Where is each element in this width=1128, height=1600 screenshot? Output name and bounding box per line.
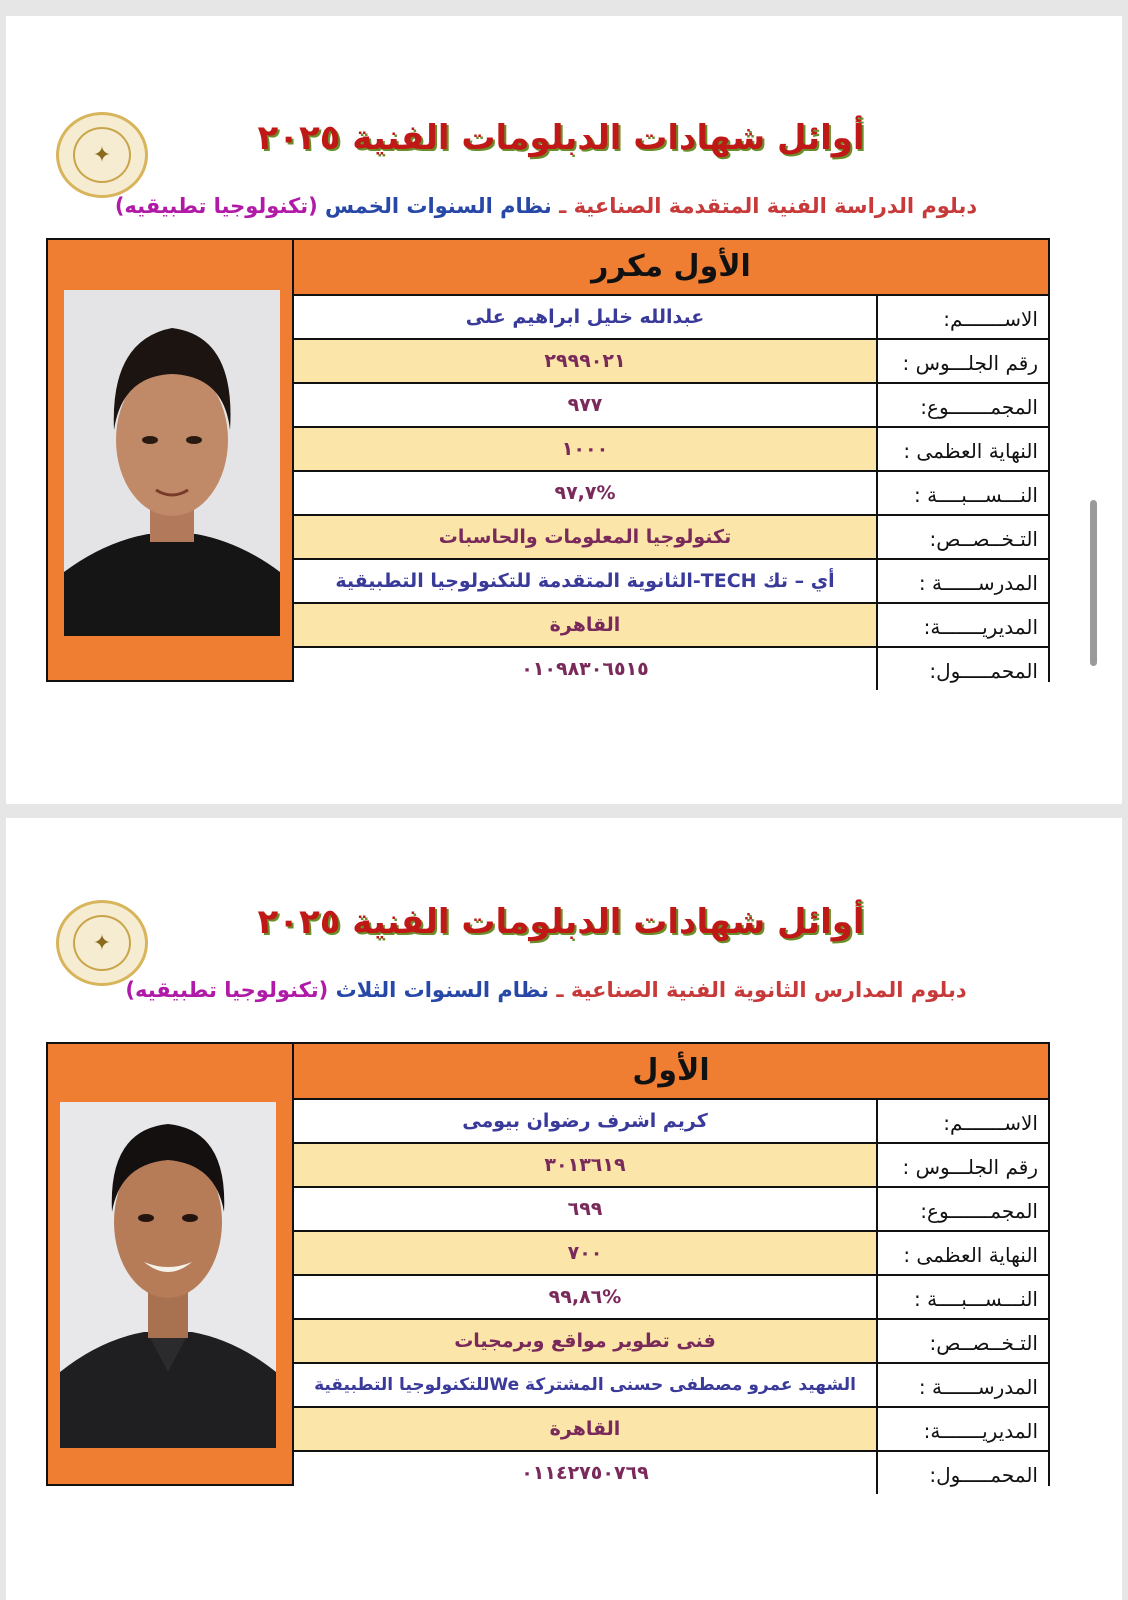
- row-total: [294, 384, 1048, 428]
- row-name: [294, 1100, 1048, 1144]
- value-specialization: فنى تطوير مواقع وبرمجيات: [294, 1320, 876, 1362]
- value-directorate: القاهرة: [294, 604, 876, 646]
- photo-column: [48, 240, 294, 680]
- subtitle-system: نظام السنوات الخمس: [317, 194, 552, 218]
- value-mobile: ٠١١٤٢٧٥٠٧٦٩: [294, 1452, 876, 1494]
- label-specialization: التـخــصــص:: [876, 516, 1048, 558]
- page-title: أوائل شهادات الدبلومات الفنية ٢٠٢٥: [257, 902, 865, 942]
- page-subtitle: [86, 978, 1006, 1002]
- row-name: [294, 296, 1048, 340]
- row-mobile: [294, 648, 1048, 690]
- value-max-score: ٧٠٠: [294, 1232, 876, 1274]
- value-specialization: تكنولوجيا المعلومات والحاسبات: [294, 516, 876, 558]
- label-mobile: المحمـــــول:: [876, 648, 1048, 690]
- label-seat-number: رقم الجلـــوس :: [876, 340, 1048, 382]
- value-percentage: %٩٧,٧: [294, 472, 876, 514]
- subtitle-diploma: دبلوم الدراسة الفنية المتقدمة الصناعية ـ: [551, 194, 978, 218]
- row-school: [294, 560, 1048, 604]
- rank-label: الأول: [294, 1044, 1048, 1100]
- label-percentage: النـــســـبــــة :: [876, 1276, 1048, 1318]
- photo-column: [48, 1044, 294, 1484]
- row-specialization: [294, 1320, 1048, 1364]
- value-total: ٦٩٩: [294, 1188, 876, 1230]
- value-percentage: %٩٩,٨٦: [294, 1276, 876, 1318]
- value-max-score: ١٠٠٠: [294, 428, 876, 470]
- row-max-score: [294, 1232, 1048, 1276]
- value-seat-number: ٣٠١٣٦١٩: [294, 1144, 876, 1186]
- label-percentage: النـــســـبــــة :: [876, 472, 1048, 514]
- subtitle-track: (تكنولوجيا تطبيقيه): [125, 978, 329, 1002]
- eagle-emblem-icon: ✦: [73, 127, 131, 183]
- subtitle-diploma: دبلوم المدارس الثانوية الفنية الصناعية ـ: [549, 978, 967, 1002]
- label-specialization: التـخــصــص:: [876, 1320, 1048, 1362]
- row-seat-number: [294, 340, 1048, 384]
- row-seat-number: [294, 1144, 1048, 1188]
- value-name: عبدالله خليل ابراهيم على: [294, 296, 876, 338]
- label-name: الاســـــــم:: [876, 1100, 1048, 1142]
- document-page-1: [6, 16, 1122, 804]
- label-school: المدرســــــة :: [876, 1364, 1048, 1406]
- page-title: أوائل شهادات الدبلومات الفنية ٢٠٢٥: [257, 118, 865, 158]
- value-seat-number: ٢٩٩٩٠٢١: [294, 340, 876, 382]
- label-school: المدرســــــة :: [876, 560, 1048, 602]
- row-directorate: [294, 1408, 1048, 1452]
- row-specialization: [294, 516, 1048, 560]
- row-max-score: [294, 428, 1048, 472]
- row-school: [294, 1364, 1048, 1408]
- label-seat-number: رقم الجلـــوس :: [876, 1144, 1048, 1186]
- student-card: [46, 1042, 1050, 1486]
- row-directorate: [294, 604, 1048, 648]
- value-name: كريم اشرف رضوان بيومى: [294, 1100, 876, 1142]
- label-mobile: المحمـــــول:: [876, 1452, 1048, 1494]
- row-mobile: [294, 1452, 1048, 1494]
- student-card: [46, 238, 1050, 682]
- label-total: المجمـــــــوع:: [876, 1188, 1048, 1230]
- label-name: الاســـــــم:: [876, 296, 1048, 338]
- rank-label: الأول مكرر: [294, 240, 1048, 296]
- value-school: الشهيد عمرو مصطفى حسنى المشتركة Weللتكنولوجيا التطبيقية: [294, 1364, 876, 1406]
- student-info-table: [294, 296, 1048, 690]
- subtitle-track: (تكنولوجيا تطبيقيه): [114, 194, 318, 218]
- ministry-logo: [56, 112, 148, 198]
- document-page-2: [6, 818, 1122, 1600]
- row-percentage: [294, 1276, 1048, 1320]
- value-mobile: ٠١٠٩٨٣٠٦٥١٥: [294, 648, 876, 690]
- student-photo: [64, 290, 280, 636]
- row-total: [294, 1188, 1048, 1232]
- student-photo: [60, 1102, 276, 1448]
- row-percentage: [294, 472, 1048, 516]
- value-total: ٩٧٧: [294, 384, 876, 426]
- label-total: المجمـــــــوع:: [876, 384, 1048, 426]
- eagle-emblem-icon: ✦: [73, 915, 131, 971]
- page-subtitle: [86, 194, 1006, 218]
- student-info-table: [294, 1100, 1048, 1494]
- value-directorate: القاهرة: [294, 1408, 876, 1450]
- label-directorate: المديريـــــــة:: [876, 1408, 1048, 1450]
- label-max-score: النهاية العظمى :: [876, 1232, 1048, 1274]
- value-school: أي – تك TECH-الثانوية المتقدمة للتكنولوجيا التطبيقية: [294, 560, 876, 602]
- ministry-logo: [56, 900, 148, 986]
- label-max-score: النهاية العظمى :: [876, 428, 1048, 470]
- subtitle-system: نظام السنوات الثلاث: [328, 978, 550, 1002]
- vertical-scrollbar[interactable]: [1090, 500, 1097, 666]
- label-directorate: المديريـــــــة:: [876, 604, 1048, 646]
